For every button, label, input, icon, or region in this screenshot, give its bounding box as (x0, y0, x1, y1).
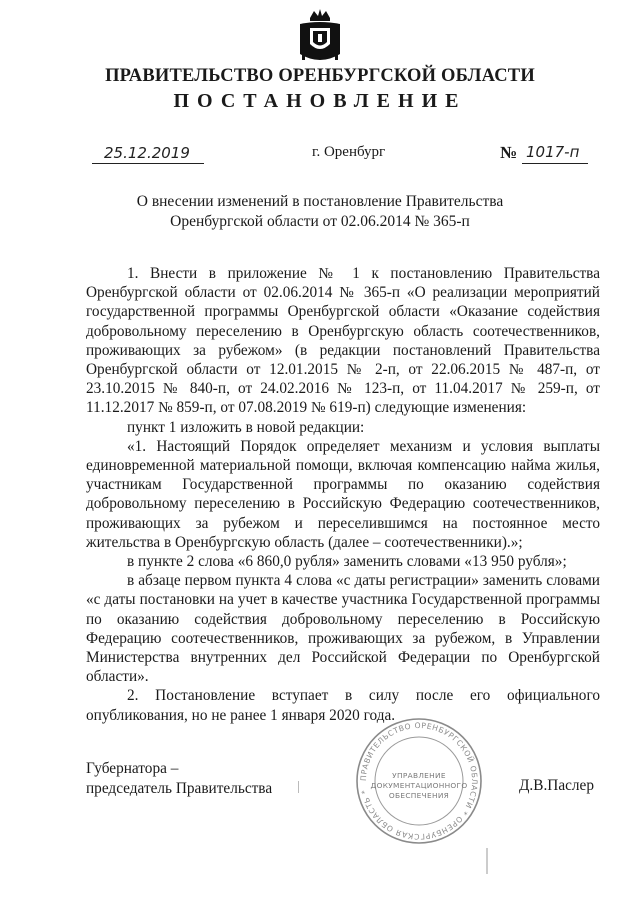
subject-line: Оренбургской области от 02.06.2014 № 365-п (170, 213, 470, 230)
document-number: 1017-п (526, 143, 580, 161)
signature-mark (298, 781, 299, 793)
document-subject (0, 192, 640, 232)
stamp-line: ДОКУМЕНТАЦИОННОГО (370, 781, 468, 790)
body-paragraph: в пункте 2 слова «6 860,0 рубля» заменить словами «13 950 рубля»; (127, 553, 567, 571)
body-paragraph: «1. Настоящий Порядок определяет механизм и условия выплаты единовременной материальной помощи, включая компенсацию найма жилья, участникам Государственной программы по оказанию содействия добровольному переселению в Российскую Федерацию соотечественников, проживающих за рубежом и переселившимся на постоянное место жительства в Оренбургскую область (далее – соотечественники).»; (86, 437, 600, 551)
organization-title: ПРАВИТЕЛЬСТВО ОРЕНБУРГСКОЙ ОБЛАСТИ (105, 66, 535, 86)
stamp-line: УПРАВЛЕНИЕ (392, 771, 446, 780)
signatory-title-line: Губернатора – (86, 760, 179, 777)
body-paragraph: 2. Постановление вступает в силу после его официального опубликования, но не ранее 1 января 2020 года. (86, 687, 600, 724)
document-date: 25.12.2019 (104, 144, 190, 162)
date-underline (92, 163, 204, 164)
body-paragraph: пункт 1 изложить в новой редакции: (127, 418, 365, 436)
document-body (86, 264, 600, 725)
subject-line: О внесении изменений в постановление Правительства (136, 193, 504, 210)
signatory-title-line: председатель Правительства (86, 780, 273, 797)
number-label: № (500, 143, 518, 162)
document-type: ПОСТАНОВЛЕНИЕ (173, 90, 467, 112)
signatory-name: Д.В.Паслер (519, 777, 594, 794)
body-paragraph: в абзаце первом пункта 4 слова «с даты регистрации» заменить словами «с даты постановки на учет в качестве участника Государственной программы по оказанию содействия добровольному переселению в Российскую Федерацию соотечественников, проживающих за рубежом, в Управлении Министерства внутренних дел Российской Федерации по Оренбургской области». (86, 572, 600, 686)
coat-of-arms-icon (296, 8, 344, 64)
margin-mark (486, 848, 488, 874)
number-underline (522, 163, 588, 164)
signatory-title (86, 759, 272, 799)
city: г. Оренбург (312, 144, 386, 160)
stamp-center-text (370, 771, 468, 801)
stamp-ring-text: ПРАВИТЕЛЬСТВО ОРЕНБУРГСКОЙ ОБЛАСТИ * ОРЕНБУРГСКАЯ ОБЛАСТЬ * (358, 720, 480, 842)
body-paragraph: 1. Внести в приложение № 1 к постановлению Правительства Оренбургской области от 02.06.2014 № 365-п «О реализации мероприятий государственной программы Оренбургской области «Оказание содействия добровольному переселению в Оренбургскую область соотечественников, проживающих за рубежом» (в редакции постановлений Правительства Оренбургской области от 12.01.2015 № 2-п, от 22.06.2015 № 487-п, от 23.10.2015 № 840-п, от 24.02.2016 № 123-п, от 11.04.2017 № 259-п, от 11.12.2017 № 859-п, от 07.08.2019 № 619-п) следующие изменения: (86, 265, 600, 417)
stamp-line: ОБЕСПЕЧЕНИЯ (388, 791, 450, 800)
